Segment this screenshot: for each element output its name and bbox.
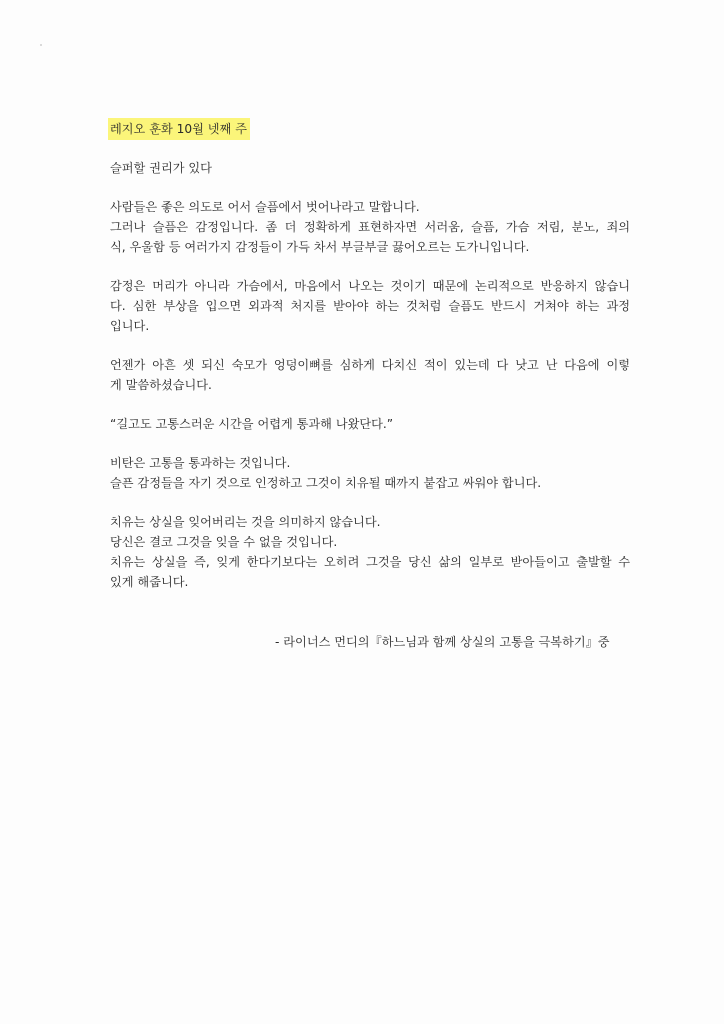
document-title (110, 158, 630, 178)
scan-speck (40, 44, 42, 46)
paragraph-2 (110, 276, 630, 336)
paragraph-6 (110, 512, 630, 592)
document-body (110, 118, 630, 592)
highlighted-header: 레지오 훈화 10월 넷째 주 (108, 118, 250, 140)
paragraph-line: 감정은 머리가 아니라 가슴에서, 마음에서 나오는 것이기 때문에 논리적으로 반응하지 않습니 (110, 279, 630, 293)
paragraph-line: 그러나 슬픔은 감정입니다. 좀 더 정확하게 표현하자면 서러움, 슬픔, 가슴 저림, 분노, 죄의 (110, 220, 630, 234)
paragraph-line: 당신은 결코 그것을 잊을 수 없을 것입니다. (110, 535, 338, 549)
paragraph-line: 다. 심한 부상을 입으면 외과적 처지를 받아야 하는 것처럼 슬픔도 반드시 거쳐야 하는 과정 (110, 299, 630, 313)
paragraph-1 (110, 197, 630, 257)
paragraph-line: 슬픈 감정들을 자기 것으로 인정하고 그것이 치유될 때까지 붙잡고 싸워야 합니다. (110, 476, 542, 490)
quote-line: “길고도 고통스러운 시간을 어렵게 통과해 나왔단다.” (110, 417, 394, 431)
title-text: 슬퍼할 권리가 있다 (110, 161, 212, 175)
paragraph-line: 게 말씀하셨습니다. (110, 378, 212, 392)
paragraph-4-quote (110, 414, 630, 434)
header-line (110, 118, 630, 140)
paragraph-line: 치유는 상실을 잊어버리는 것을 의미하지 않습니다. (110, 515, 381, 529)
paragraph-3 (110, 355, 630, 395)
paragraph-line: 비탄은 고통을 통과하는 것입니다. (110, 456, 291, 470)
paragraph-line: 식, 우울함 등 여러가지 감정들이 가득 차서 부글부글 끓어오르는 도가니입니다. (110, 240, 530, 254)
paragraph-line: 사람들은 좋은 의도로 어서 슬픔에서 벗어나라고 말합니다. (110, 200, 420, 214)
paragraph-line: 치유는 상실을 즉, 잊게 한다기보다는 오히려 그것을 당신 삶의 일부로 받아들이고 출발할 수 (110, 555, 630, 569)
paragraph-line: 있게 해줍니다. (110, 575, 189, 589)
paragraph-line: 입니다. (110, 319, 150, 333)
source-citation: - 라이너스 먼디의『하느님과 함께 상실의 고통을 극복하기』중 (275, 635, 610, 649)
paragraph-line: 언젠가 아흔 셋 되신 숙모가 엉덩이뼈를 심하게 다치신 적이 있는데 다 낫고 난 다음에 이렇 (110, 358, 630, 372)
paragraph-5 (110, 453, 630, 493)
